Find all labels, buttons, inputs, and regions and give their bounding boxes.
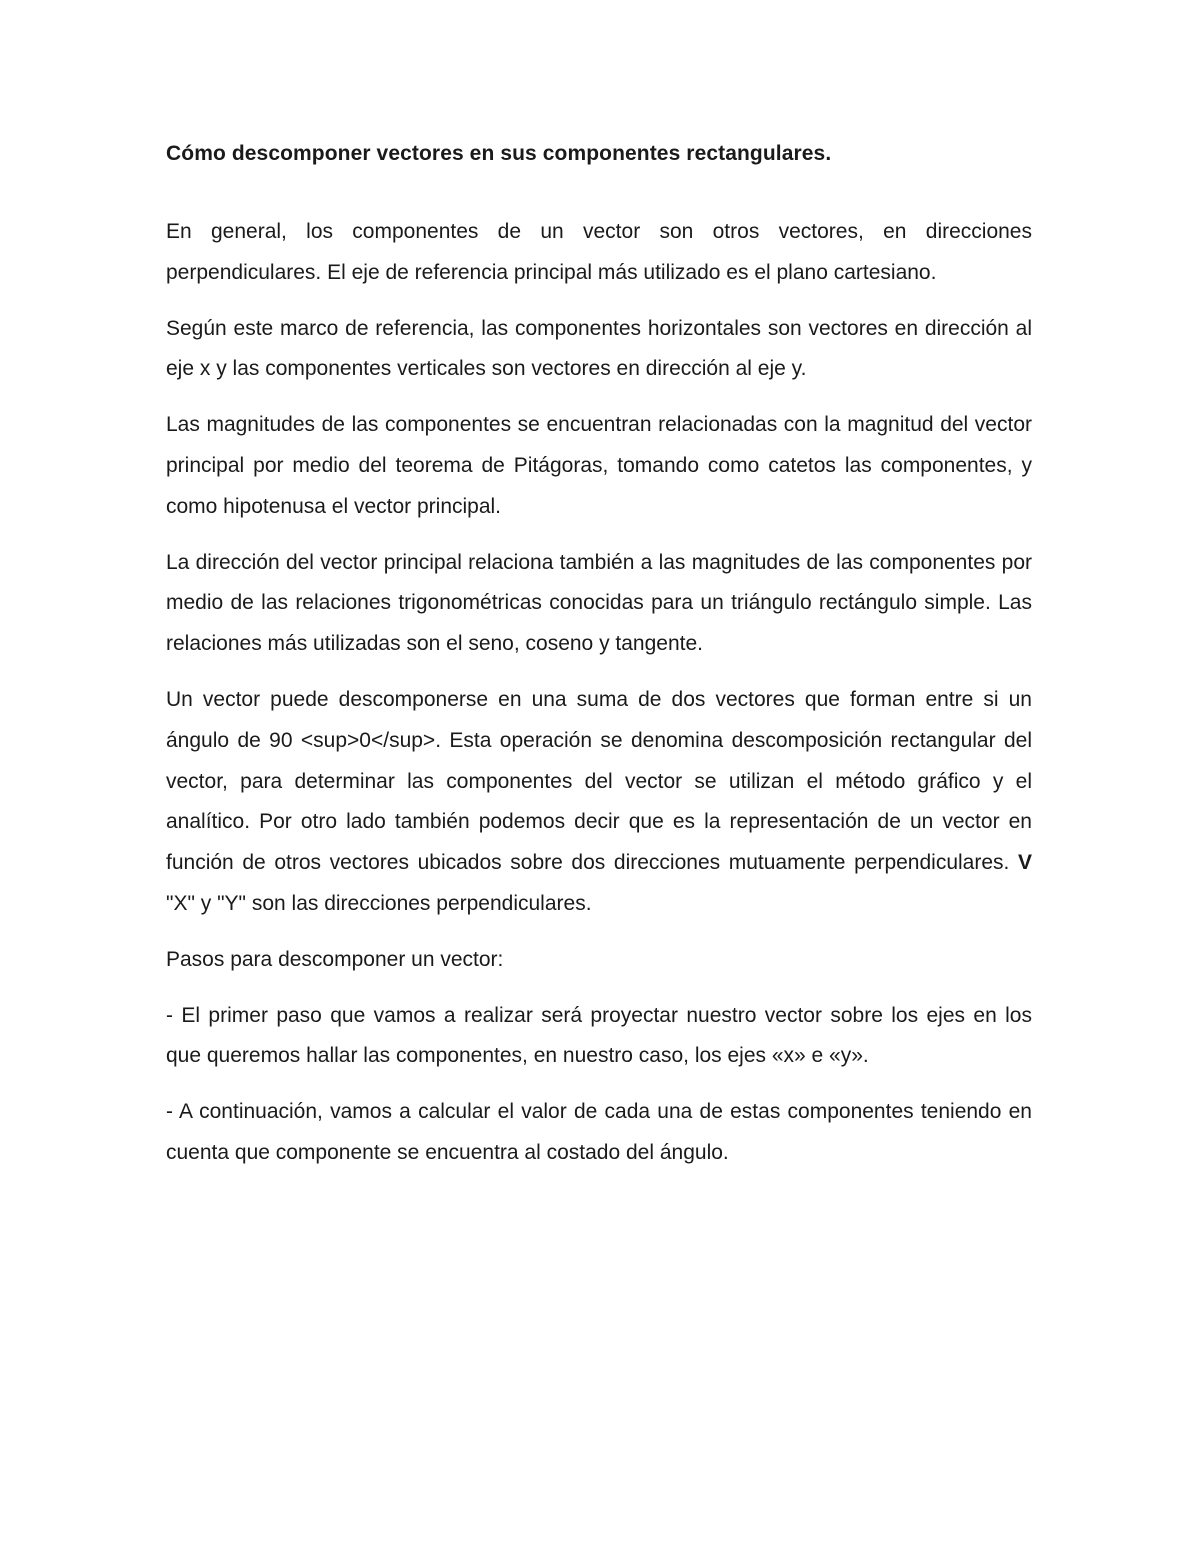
paragraph-1: En general, los componentes de un vector son otros vectores, en direcciones perpendiculares. El eje de referencia principal más utilizado es el plano cartesiano.: [166, 220, 1032, 284]
paragraph-5: [166, 680, 1032, 925]
paragraph-5-text-b: "X" y "Y" son las direcciones perpendiculares.: [166, 891, 592, 915]
vector-symbol-v: V: [1017, 851, 1032, 875]
paragraph-2: Según este marco de referencia, las componentes horizontales son vectores en dirección al eje x y las componentes verticales son vectores en dirección al eje y.: [166, 316, 1032, 381]
document-title: Cómo descomponer vectores en sus componentes rectangulares.: [166, 142, 832, 165]
step-item-1: - El primer paso que vamos a realizar será proyectar nuestro vector sobre los ejes en los que queremos hallar las componentes, en nuestro caso, los ejes «x» e «y».: [166, 1003, 1032, 1068]
steps-heading: Pasos para descomponer un vector:: [166, 947, 504, 971]
step-item-2: - A continuación, vamos a calcular el valor de cada una de estas componentes teniendo en cuenta que componente se encuentra al costado del ángulo.: [166, 1100, 1032, 1164]
paragraph-4: La dirección del vector principal relaciona también a las magnitudes de las componentes por medio de las relaciones trigonométricas conocidas para un triángulo rectángulo simple. Las relaciones más utilizadas son el seno, coseno y tangente.: [166, 550, 1032, 656]
paragraph-3: Las magnitudes de las componentes se encuentran relacionadas con la magnitud del vector principal por medio del teorema de Pitágoras, tomando como catetos las componentes, y como hipotenusa el vector principal.: [166, 413, 1032, 518]
paragraph-5-text-a: Un vector puede descomponerse en una suma de dos vectores que forman entre si un ángulo de 90 <sup>0</sup>. Esta operación se denomina descomposición rectangular del vector, para determinar las componentes del vector se utilizan el método gráfico y el analítico. Por otro lado también podemos decir que es la representación de un vector en función de otros vectores ubicados sobre dos direcciones mutuamente perpendiculares.: [166, 687, 1032, 875]
document-body: [166, 130, 1032, 1189]
